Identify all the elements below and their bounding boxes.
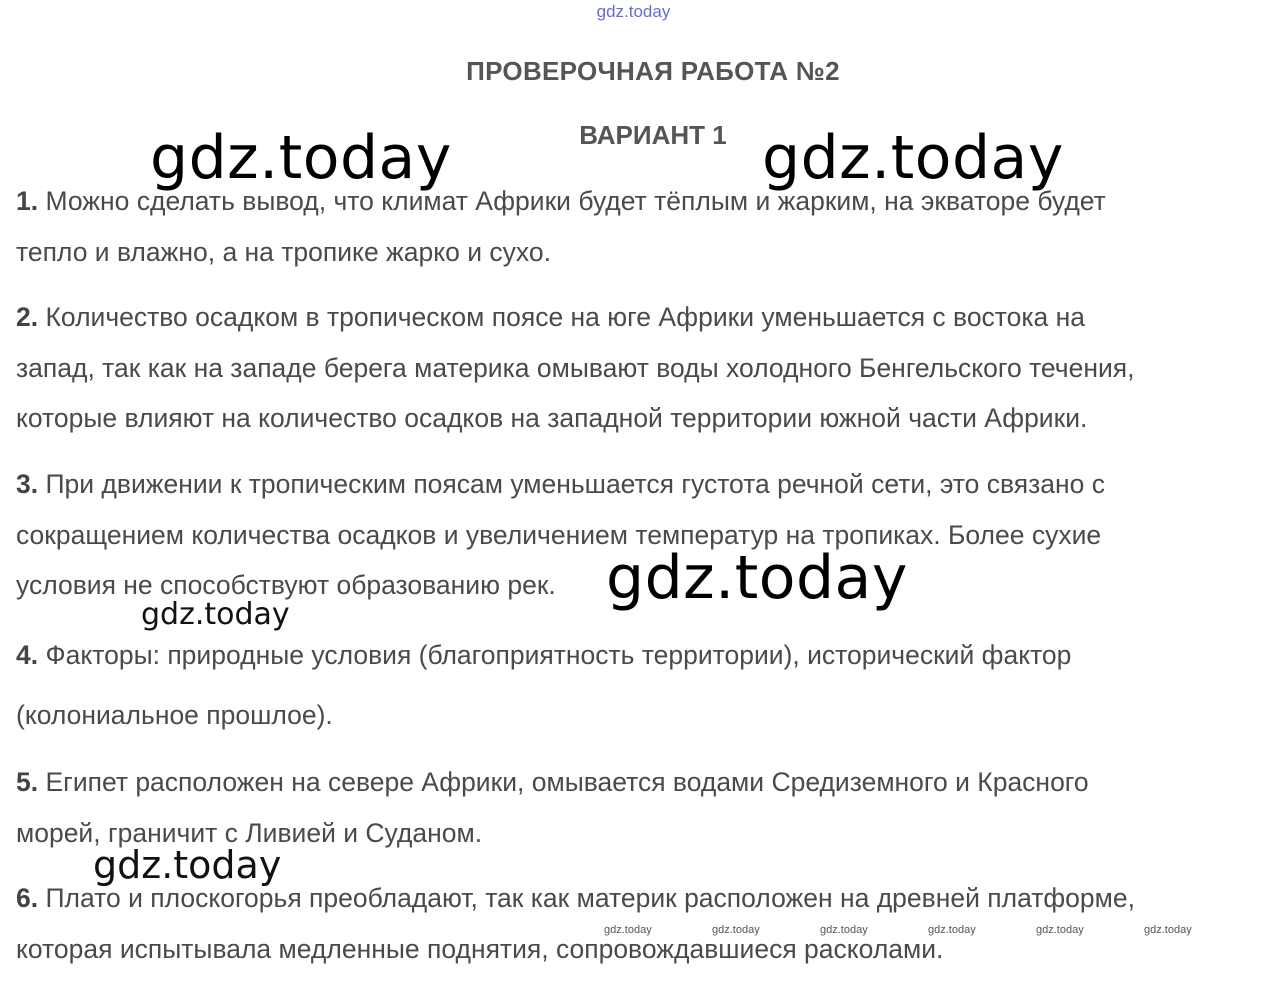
answer-2 xyxy=(16,292,1266,444)
answer-line xyxy=(16,459,1266,510)
watermark-medium: gdz.today xyxy=(141,597,290,632)
answer-text: Можно сделать вывод, что климат Африки будет тёплым и жарким, на экваторе будет xyxy=(38,186,1106,216)
answer-line: морей, граничит с Ливией и Суданом. xyxy=(16,817,483,848)
watermark-small: gdz.today xyxy=(1144,924,1192,936)
answer-line: которая испытывала медленные поднятия, сопровождавшиеся расколами. xyxy=(16,933,944,964)
answer-text: Плато и плоскогорья преобладают, так как материк расположен на древней платформе, xyxy=(38,883,1135,913)
answer-text: При движении к тропическим поясам уменьшается густота речной сети, это связано с xyxy=(38,469,1105,499)
watermark-small: gdz.today xyxy=(712,924,760,936)
watermark-medium: gdz.today xyxy=(93,843,282,887)
answer-line: (колониальное прошлое). xyxy=(16,700,333,730)
answer-text: Количество осадком в тропическом поясе на юге Африки уменьшается с востока на xyxy=(38,302,1086,332)
watermark-small: gdz.today xyxy=(604,924,652,936)
answer-number: 6. xyxy=(16,883,39,913)
answer-line: условия не способствуют образованию рек. xyxy=(16,570,556,600)
answer-line: сокращением количества осадков и увеличением температур на тропиках. Более сухие xyxy=(16,519,1102,550)
watermark-small: gdz.today xyxy=(928,924,976,936)
answer-number: 1. xyxy=(16,186,39,216)
answer-line xyxy=(16,625,1266,685)
top-watermark: gdz.today xyxy=(596,2,671,21)
answer-number: 3. xyxy=(16,469,39,499)
answer-4 xyxy=(16,625,1266,745)
page-title: ПРОВЕРОЧНАЯ РАБОТА №2 xyxy=(466,56,840,86)
answer-text: Факторы: природные условия (благоприятность территории), исторический фактор xyxy=(38,640,1072,670)
answer-number: 5. xyxy=(16,767,39,797)
watermark-large: gdz.today xyxy=(150,123,452,193)
variant-heading: ВАРИАНТ 1 xyxy=(579,120,727,150)
answer-line: запад, так как на западе берега материка омывают воды холодного Бенгельского течения, xyxy=(16,352,1135,383)
answer-line: тепло и влажно, а на тропике жарко и сухо. xyxy=(16,236,551,267)
answer-number: 4. xyxy=(16,640,39,670)
watermark-small: gdz.today xyxy=(820,924,868,936)
watermark-large: gdz.today xyxy=(606,543,908,613)
answer-line xyxy=(16,757,1266,808)
answer-line xyxy=(16,292,1266,343)
answer-line: которые влияют на количество осадков на западной территории южной части Африки. xyxy=(16,403,1088,433)
answer-number: 2. xyxy=(16,302,39,332)
answer-text: Египет расположен на севере Африки, омывается водами Средиземного и Красного xyxy=(38,767,1089,797)
watermark-small: gdz.today xyxy=(1036,924,1084,936)
watermark-large: gdz.today xyxy=(762,123,1064,193)
